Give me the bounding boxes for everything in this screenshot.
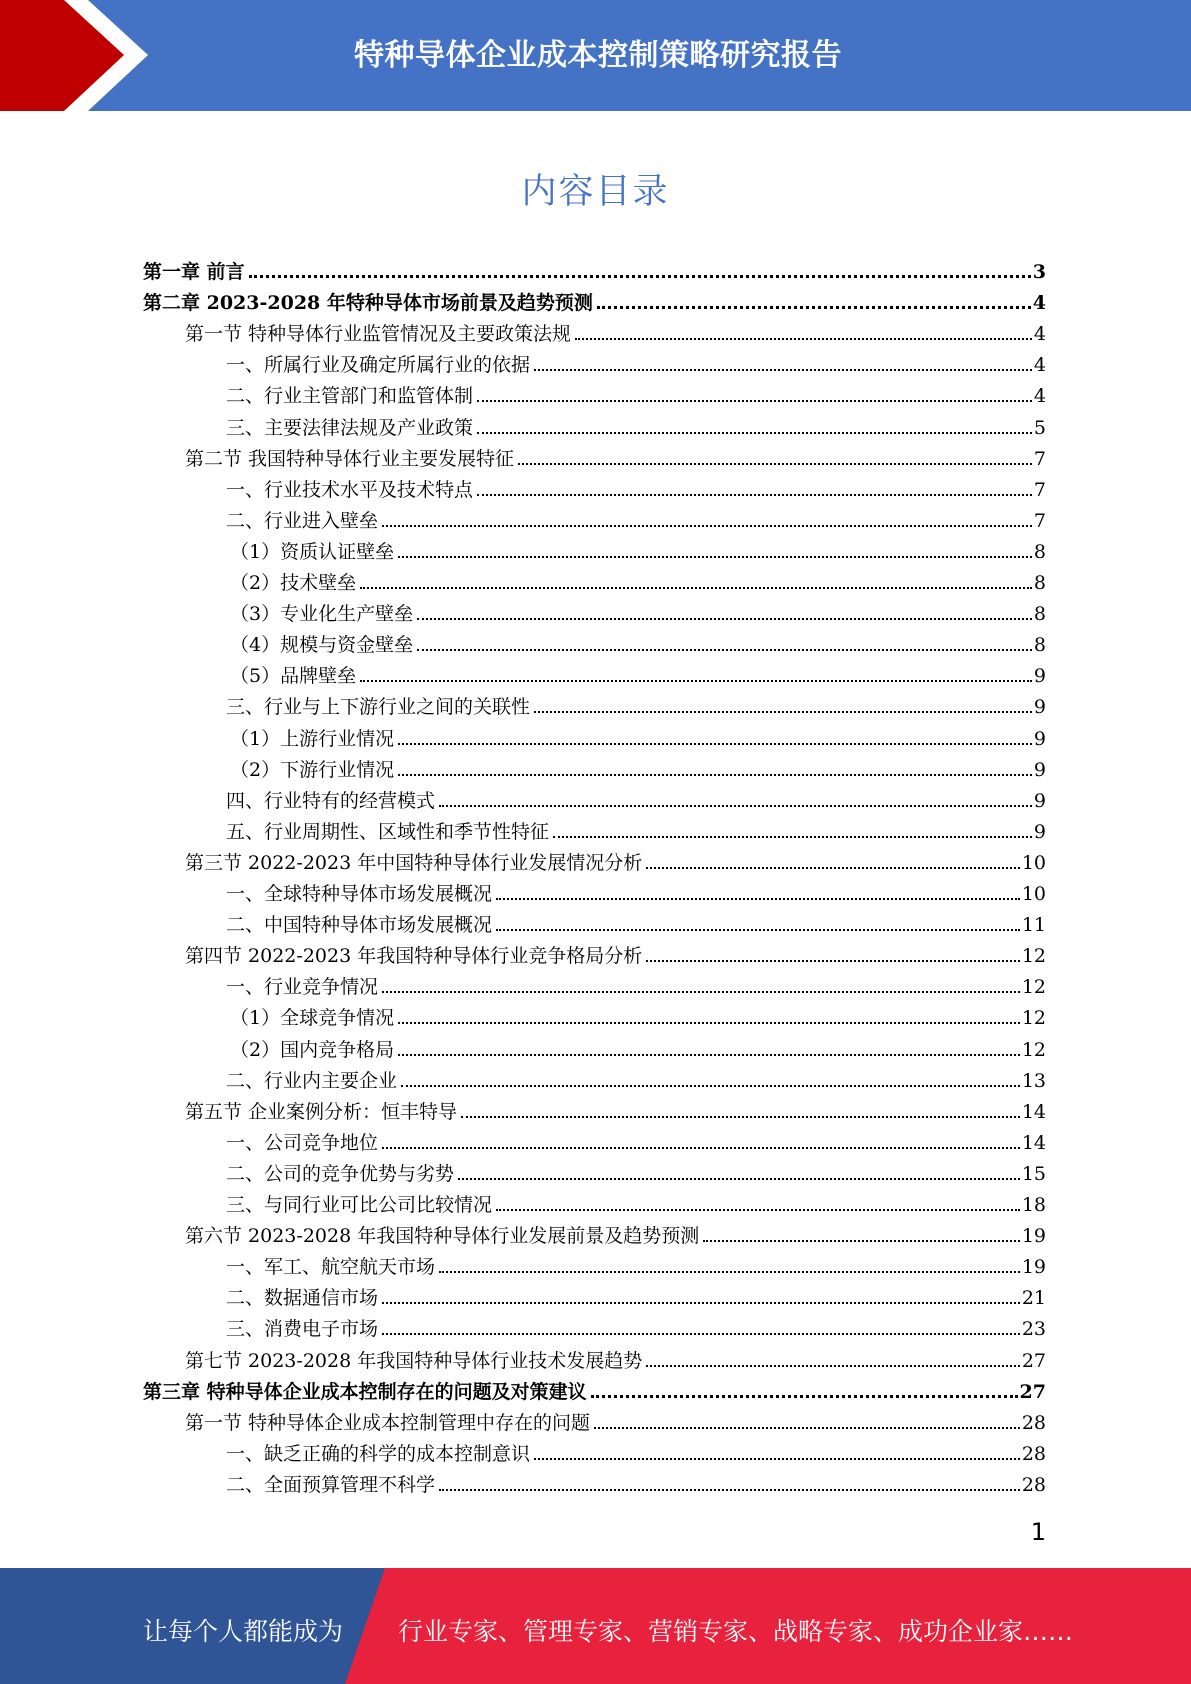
toc-entry-page: 12 — [1021, 945, 1046, 967]
toc-leader-dots — [398, 555, 1032, 558]
toc-entry-page: 12 — [1021, 976, 1046, 998]
toc-entry[interactable] — [185, 936, 1046, 967]
toc-leader-dots — [646, 1364, 1020, 1367]
toc-leader-dots — [398, 773, 1032, 776]
toc-leader-dots — [458, 1177, 1020, 1180]
toc-entry-page: 8 — [1033, 572, 1046, 594]
toc-entry-page: 18 — [1021, 1194, 1046, 1216]
toc-entry[interactable] — [230, 563, 1046, 594]
toc-entry[interactable] — [185, 1403, 1046, 1434]
toc-entry[interactable] — [226, 1123, 1046, 1154]
toc-leader-dots — [439, 1270, 1020, 1273]
toc-entry[interactable] — [226, 905, 1046, 936]
toc-leader-dots — [461, 1115, 1020, 1118]
toc-entry-label: 二、中国特种导体市场发展概况 — [226, 914, 493, 936]
toc-entry[interactable] — [226, 1434, 1046, 1465]
toc-entry-label: 四、行业特有的经营模式 — [226, 790, 436, 812]
toc-entry[interactable] — [185, 1216, 1046, 1247]
toc-entry-page: 3 — [1032, 261, 1046, 283]
toc-entry-label: 三、行业与上下游行业之间的关联性 — [226, 696, 531, 718]
toc-entry-page: 13 — [1021, 1070, 1046, 1092]
toc-entry-page: 10 — [1021, 852, 1046, 874]
toc-leader-dots — [477, 431, 1032, 434]
toc-entry[interactable] — [226, 1154, 1046, 1185]
toc-entry-label: 一、所属行业及确定所属行业的依据 — [226, 354, 531, 376]
toc-entry-label: 三、消费电子市场 — [226, 1318, 379, 1340]
toc-entry-label: （3）专业化生产壁垒 — [230, 603, 414, 625]
toc-entry-page: 4 — [1033, 354, 1046, 376]
toc-entry-label: 一、行业技术水平及技术特点 — [226, 479, 474, 501]
toc-leader-dots — [398, 1053, 1020, 1056]
toc-entry-label: 二、行业内主要企业 — [226, 1070, 398, 1092]
toc-entry-page: 28 — [1021, 1412, 1046, 1434]
toc-leader-dots — [382, 1332, 1020, 1335]
toc-entry-page: 8 — [1033, 603, 1046, 625]
toc-leader-dots — [382, 1301, 1020, 1304]
toc-entry-label: （1）全球竞争情况 — [230, 1007, 395, 1029]
toc-entry-page: 8 — [1033, 634, 1046, 656]
toc-leader-dots — [703, 1239, 1020, 1242]
toc-entry[interactable] — [226, 1309, 1046, 1340]
toc-entry-page: 9 — [1033, 790, 1046, 812]
toc-entry-label: 三、与同行业可比公司比较情况 — [226, 1194, 493, 1216]
toc-entry[interactable] — [230, 594, 1046, 625]
toc-leader-dots — [417, 648, 1032, 651]
toc-entry-label: 五、行业周期性、区域性和季节性特征 — [226, 821, 550, 843]
toc-entry-label: 二、行业主管部门和监管体制 — [226, 385, 474, 407]
toc-entry-label: 第一章 前言 — [143, 261, 245, 283]
toc-leader-dots — [398, 1021, 1020, 1024]
toc-entry-label: 第五节 企业案例分析：恒丰特导 — [185, 1101, 458, 1123]
toc-entry-label: （2）技术壁垒 — [230, 572, 357, 594]
toc-entry-label: 二、行业进入壁垒 — [226, 510, 379, 532]
toc-entry-page: 10 — [1021, 883, 1046, 905]
toc-entry-label: 第一节 特种导体企业成本控制管理中存在的问题 — [185, 1412, 591, 1434]
toc-entry-page: 7 — [1033, 479, 1046, 501]
toc-entry[interactable] — [226, 874, 1046, 905]
toc-entry-label: （1）资质认证壁垒 — [230, 541, 395, 563]
toc-leader-dots — [439, 1488, 1020, 1491]
toc-leader-dots — [382, 1146, 1020, 1149]
toc-entry[interactable] — [230, 625, 1046, 656]
toc-entry[interactable] — [185, 843, 1046, 874]
toc-entry-label: 第二节 我国特种导体行业主要发展特征 — [185, 448, 515, 470]
toc-leader-dots — [439, 804, 1032, 807]
toc-entry-label: 一、军工、航空航天市场 — [226, 1256, 436, 1278]
toc-entry-label: 一、全球特种导体市场发展概况 — [226, 883, 493, 905]
toc-entry-page: 12 — [1021, 1039, 1046, 1061]
toc-leader-dots — [249, 274, 1031, 278]
toc-entry-page: 19 — [1021, 1225, 1046, 1247]
toc-leader-dots — [496, 1208, 1020, 1211]
toc-entry[interactable] — [226, 376, 1046, 407]
toc-entry[interactable] — [226, 1247, 1046, 1278]
toc-entry-label: 一、公司竞争地位 — [226, 1132, 379, 1154]
toc-entry-page: 12 — [1021, 1007, 1046, 1029]
toc-entry[interactable] — [226, 1465, 1046, 1496]
toc-entry[interactable] — [185, 1341, 1046, 1372]
toc-entry-page: 23 — [1021, 1318, 1046, 1340]
header-banner — [0, 0, 1191, 111]
toc-leader-dots — [518, 462, 1032, 465]
toc-leader-dots — [477, 493, 1032, 496]
toc-title: 内容目录 — [521, 172, 670, 212]
toc-entry[interactable] — [230, 532, 1046, 563]
toc-entry[interactable] — [230, 656, 1046, 687]
toc-entry-page: 15 — [1021, 1163, 1046, 1185]
toc-entry-page: 28 — [1021, 1474, 1046, 1496]
toc-entry-page: 7 — [1033, 510, 1046, 532]
toc-leader-dots — [417, 617, 1032, 620]
toc-entry-page: 19 — [1021, 1256, 1046, 1278]
toc-leader-dots — [534, 710, 1032, 713]
toc-entry-label: 一、缺乏正确的科学的成本控制意识 — [226, 1443, 531, 1465]
toc-entry[interactable] — [230, 719, 1046, 750]
toc-entry[interactable] — [226, 501, 1046, 532]
toc-leader-dots — [646, 959, 1020, 962]
toc-entry[interactable] — [226, 1185, 1046, 1216]
toc-entry-page: 4 — [1032, 292, 1046, 314]
toc-entry[interactable] — [185, 314, 1046, 345]
toc-entry-page: 4 — [1033, 385, 1046, 407]
toc-entry[interactable] — [226, 781, 1046, 812]
toc-leader-dots — [646, 866, 1020, 869]
toc-entry-page: 5 — [1033, 417, 1046, 439]
toc-entry-label: 二、全面预算管理不科学 — [226, 1474, 436, 1496]
toc-entry-page: 27 — [1019, 1381, 1046, 1403]
toc-entry[interactable] — [230, 750, 1046, 781]
toc-entry-label: 第六节 2023-2028 年我国特种导体行业发展前景及趋势预测 — [185, 1225, 700, 1247]
toc-leader-dots — [477, 399, 1032, 402]
toc-entry-page: 27 — [1021, 1350, 1046, 1372]
toc-entry[interactable] — [185, 1092, 1046, 1123]
toc-leader-dots — [575, 337, 1032, 340]
toc-entry[interactable] — [185, 439, 1046, 470]
report-title: 特种导体企业成本控制策略研究报告 — [354, 38, 842, 73]
toc-entry-label: 二、公司的竞争优势与劣势 — [226, 1163, 455, 1185]
toc-leader-dots — [382, 524, 1032, 527]
toc-entry-label: （4）规模与资金壁垒 — [230, 634, 414, 656]
toc-entry[interactable] — [230, 1030, 1046, 1061]
toc-leader-dots — [534, 1457, 1020, 1460]
toc-entry-page: 9 — [1033, 728, 1046, 750]
toc-entry-label: 一、行业竞争情况 — [226, 976, 379, 998]
toc-entry-page: 9 — [1033, 759, 1046, 781]
toc-leader-dots — [534, 368, 1032, 371]
toc-entry[interactable] — [143, 1372, 1046, 1403]
toc-entry-label: （2）国内竞争格局 — [230, 1039, 395, 1061]
toc-entry-page: 4 — [1033, 323, 1046, 345]
toc-entry-label: 第四节 2022-2023 年我国特种导体行业竞争格局分析 — [185, 945, 643, 967]
toc-entry-label: （5）品牌壁垒 — [230, 665, 357, 687]
toc-entry[interactable] — [230, 998, 1046, 1029]
toc-entry[interactable] — [226, 967, 1046, 998]
toc-leader-dots — [401, 1084, 1020, 1087]
toc-entry-page: 8 — [1033, 541, 1046, 563]
toc-entry[interactable] — [226, 470, 1046, 501]
toc-entry-label: 第三章 特种导体企业成本控制存在的问题及对策建议 — [143, 1381, 587, 1403]
toc-entry[interactable] — [226, 1061, 1046, 1092]
footer-banner — [0, 1568, 1191, 1684]
toc-entry-page: 21 — [1021, 1287, 1046, 1309]
toc-entry[interactable] — [226, 408, 1046, 439]
toc-entry-label: 第一节 特种导体行业监管情况及主要政策法规 — [185, 323, 572, 345]
toc-entry-label: 三、主要法律法规及产业政策 — [226, 417, 474, 439]
toc-entry-label: 第三节 2022-2023 年中国特种导体行业发展情况分析 — [185, 852, 643, 874]
toc-entry-label: （1）上游行业情况 — [230, 728, 395, 750]
toc-entry[interactable] — [226, 812, 1046, 843]
toc-leader-dots — [496, 897, 1020, 900]
toc-entry[interactable] — [226, 1278, 1046, 1309]
toc-leader-dots — [597, 305, 1031, 309]
footer-slogan-right: 行业专家、管理专家、营销专家、战略专家、成功企业家…… — [398, 1617, 1074, 1646]
toc-entry-page: 28 — [1021, 1443, 1046, 1465]
toc-entry[interactable] — [226, 345, 1046, 376]
toc-entry-page: 9 — [1033, 821, 1046, 843]
toc-entry-page: 11 — [1021, 914, 1046, 936]
toc-entry[interactable] — [143, 252, 1046, 283]
toc-entry-label: 第二章 2023-2028 年特种导体市场前景及趋势预测 — [143, 292, 593, 314]
toc-leader-dots — [591, 1394, 1018, 1398]
toc-leader-dots — [496, 928, 1020, 931]
toc-leader-dots — [360, 679, 1032, 682]
toc-entry-label: 二、数据通信市场 — [226, 1287, 379, 1309]
toc-entry-label: 第七节 2023-2028 年我国特种导体行业技术发展趋势 — [185, 1350, 643, 1372]
footer-slogan-left: 让每个人都能成为 — [143, 1617, 344, 1646]
toc-leader-dots — [398, 742, 1032, 745]
toc-entry-page: 14 — [1021, 1101, 1046, 1123]
toc-entry-label: （2）下游行业情况 — [230, 759, 395, 781]
toc-entry-page: 14 — [1021, 1132, 1046, 1154]
toc-entry-page: 7 — [1033, 448, 1046, 470]
toc-entry[interactable] — [226, 687, 1046, 718]
toc-leader-dots — [360, 586, 1032, 589]
toc-entry[interactable] — [143, 283, 1046, 314]
toc-leader-dots — [553, 835, 1032, 838]
page-number: 1 — [1030, 1518, 1046, 1546]
toc-leader-dots — [594, 1426, 1020, 1429]
toc-leader-dots — [382, 990, 1020, 993]
toc-entry-page: 9 — [1033, 696, 1046, 718]
toc-entry-page: 9 — [1033, 665, 1046, 687]
